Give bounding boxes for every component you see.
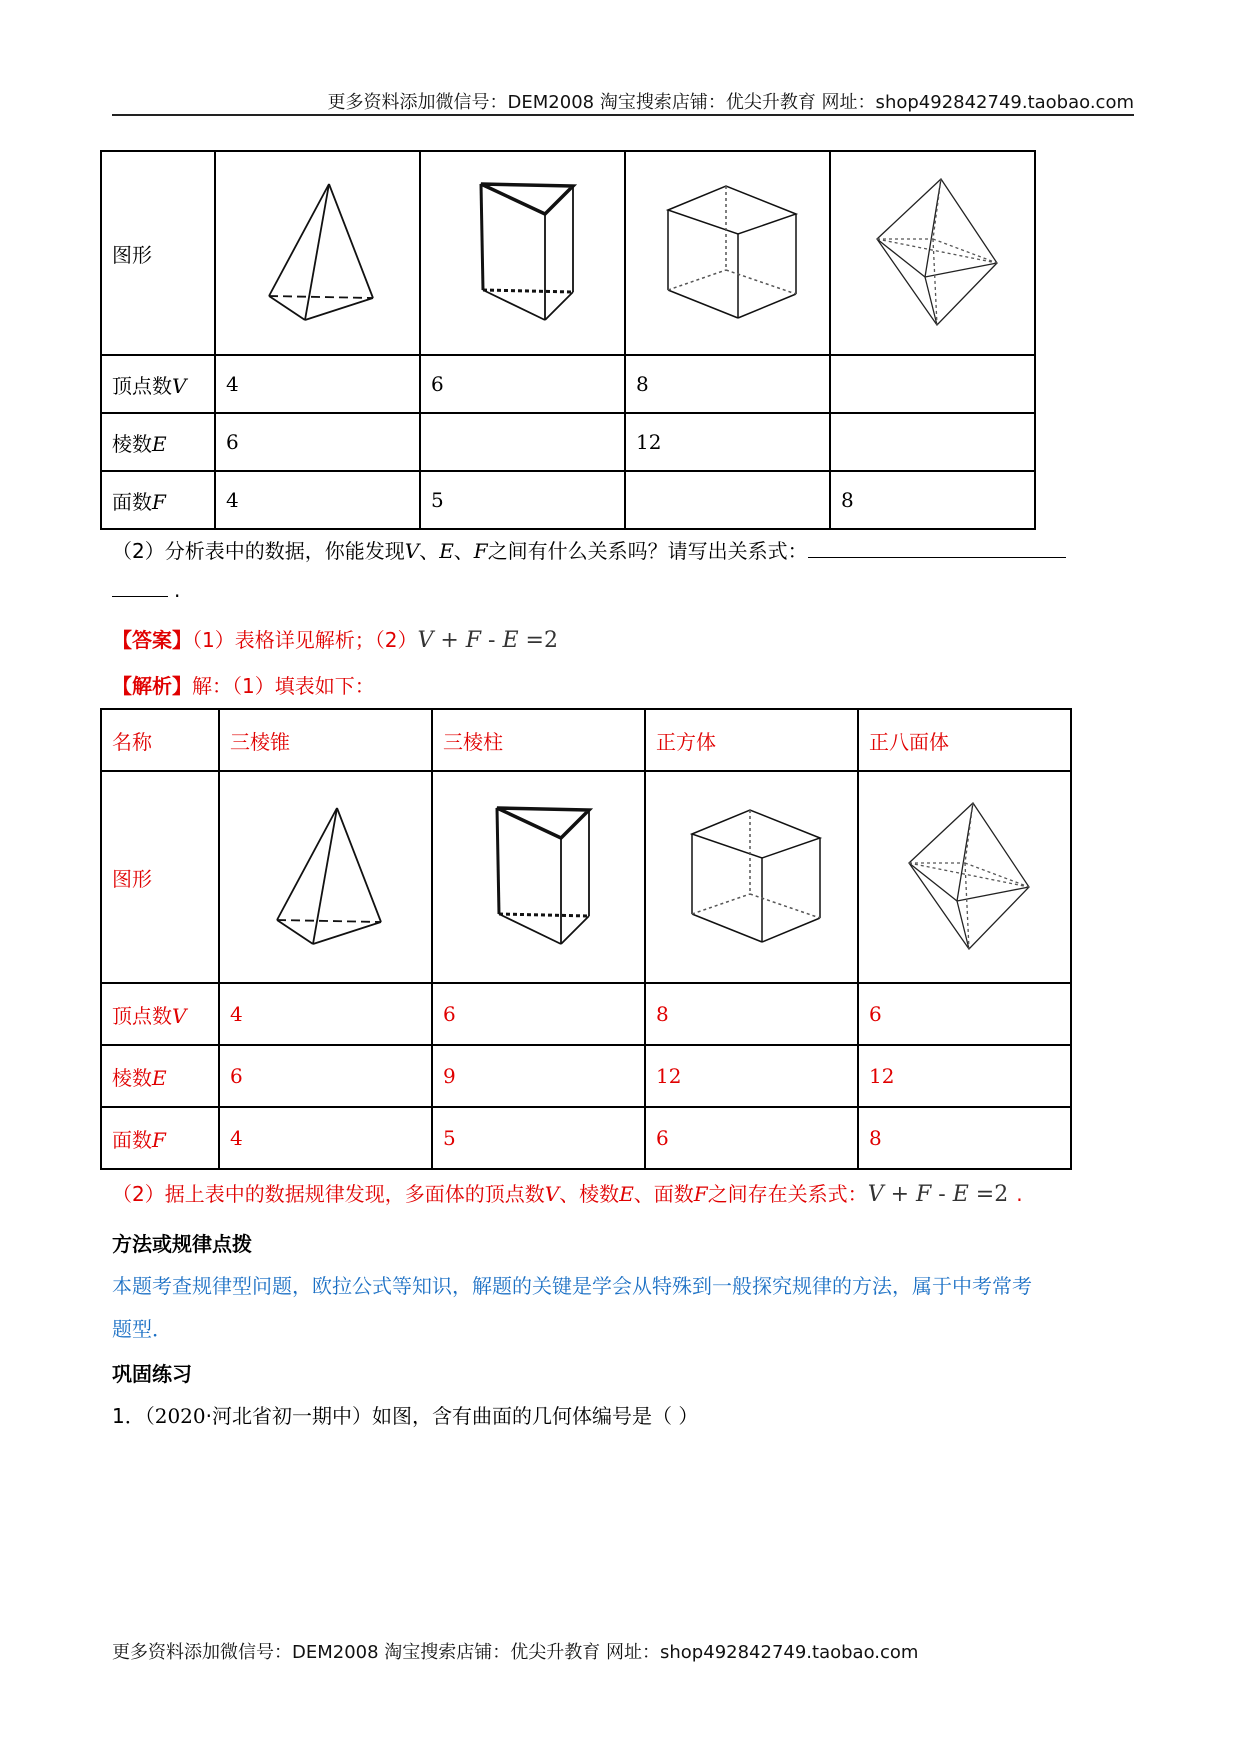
method-text-line-2: 题型．	[112, 1317, 172, 1341]
practice-title: 巩固练习	[112, 1362, 192, 1386]
name-label: 名称	[101, 709, 219, 771]
conclusion-line: （2）据上表中的数据规律发现，多面体的顶点数V、棱数E、面数F之间存在关系式：V + F - E =2 .	[112, 1182, 1023, 1207]
answer-line: 【答案】（1）表格详见解析；（2）V + F - E =2	[112, 628, 558, 653]
table-cell: 9	[432, 1045, 645, 1107]
table-cell: 三棱锥	[219, 709, 432, 771]
page-footer: 更多资料添加微信号：DEM2008 淘宝搜索店铺：优尖升教育 网址：shop492842749.taobao.com	[112, 1642, 919, 1663]
table-cell: 4	[219, 1107, 432, 1169]
tetrahedron-figure	[215, 151, 420, 355]
row-label: 面数F	[101, 471, 215, 529]
table-blank	[100, 150, 1036, 530]
table-cell: 8	[645, 983, 858, 1045]
question-2-continued: .	[112, 578, 180, 602]
table-cell: 8	[625, 355, 830, 413]
row-label: 棱数E	[101, 413, 215, 471]
table-cell	[830, 413, 1035, 471]
method-title: 方法或规律点拨	[112, 1232, 252, 1256]
analysis-line: 【解析】解：（1）填表如下：	[112, 674, 375, 698]
table-cell: 4	[215, 471, 420, 529]
row-label: 顶点数V	[101, 983, 219, 1045]
table-row	[101, 151, 1035, 355]
header-rule	[112, 114, 1134, 116]
tetrahedron-figure	[219, 771, 432, 983]
table-cell: 5	[420, 471, 625, 529]
table-cell: 12	[625, 413, 830, 471]
page-header: 更多资料添加微信号：DEM2008 淘宝搜索店铺：优尖升教育 网址：shop492842749.taobao.com	[327, 92, 1134, 113]
octahedron-figure	[830, 151, 1035, 355]
row-label: 面数F	[101, 1107, 219, 1169]
table-row	[101, 355, 1035, 413]
cube-figure	[625, 151, 830, 355]
table-row	[101, 983, 1071, 1045]
row-label: 棱数E	[101, 1045, 219, 1107]
table-cell: 6	[420, 355, 625, 413]
table-cell: 6	[432, 983, 645, 1045]
table-row	[101, 709, 1071, 771]
table-cell: 8	[830, 471, 1035, 529]
table-cell: 6	[219, 1045, 432, 1107]
triangular-prism-figure	[420, 151, 625, 355]
figure-label: 图形	[101, 151, 215, 355]
figure-label: 图形	[101, 771, 219, 983]
table-cell	[625, 471, 830, 529]
table-cell: 6	[858, 983, 1071, 1045]
table-cell	[420, 413, 625, 471]
answer-blank	[808, 556, 1066, 558]
table-cell: 三棱柱	[432, 709, 645, 771]
table-row	[101, 1107, 1071, 1169]
table-cell: 4	[215, 355, 420, 413]
row-label: 顶点数V	[101, 355, 215, 413]
table-cell	[830, 355, 1035, 413]
table-row	[101, 771, 1071, 983]
table-cell: 8	[858, 1107, 1071, 1169]
table-cell: 4	[219, 983, 432, 1045]
euler-formula: V + F - E =2	[867, 1182, 1009, 1207]
euler-formula: V + F - E =2	[417, 628, 558, 653]
cube-figure	[645, 771, 858, 983]
table-row	[101, 413, 1035, 471]
answer-blank	[112, 595, 168, 597]
practice-question-1: 1．（2020·河北省初一期中）如图，含有曲面的几何体编号是（ ）	[112, 1404, 699, 1428]
table-row	[101, 471, 1035, 529]
table-cell: 正八面体	[858, 709, 1071, 771]
table-cell: 6	[215, 413, 420, 471]
triangular-prism-figure	[432, 771, 645, 983]
question-2: （2）分析表中的数据，你能发现V、E、F之间有什么关系吗？请写出关系式：	[112, 535, 1066, 564]
octahedron-figure	[858, 771, 1071, 983]
table-row	[101, 1045, 1071, 1107]
table-cell: 正方体	[645, 709, 858, 771]
table-cell: 5	[432, 1107, 645, 1169]
table-cell: 12	[858, 1045, 1071, 1107]
method-text-line-1: 本题考查规律型问题，欧拉公式等知识，解题的关键是学会从特殊到一般探究规律的方法，属于中考常考	[112, 1274, 1032, 1298]
table-cell: 6	[645, 1107, 858, 1169]
table-filled	[100, 708, 1072, 1170]
table-cell: 12	[645, 1045, 858, 1107]
